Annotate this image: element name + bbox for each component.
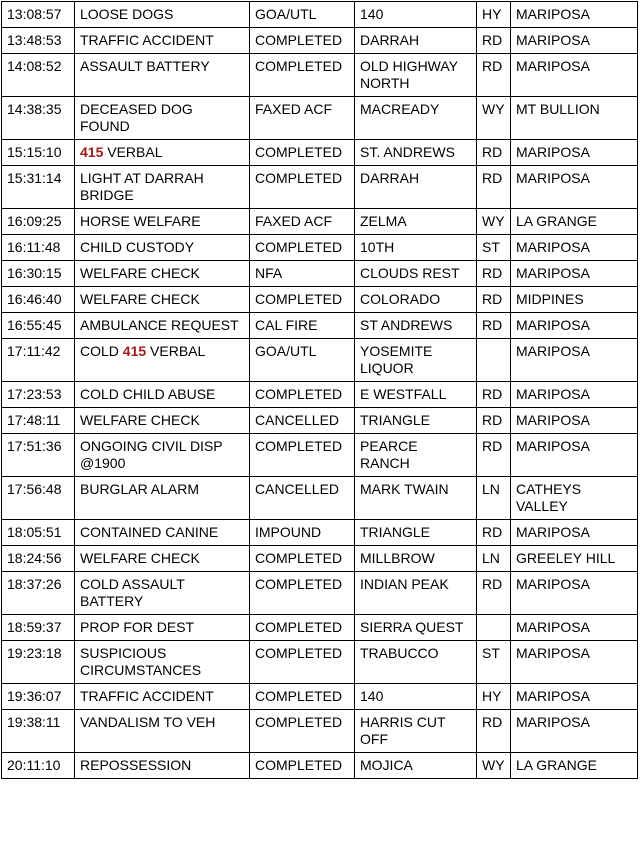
cell-street-suffix: RD [477, 28, 511, 54]
cell-street: CLOUDS REST [355, 261, 477, 287]
cell-disposition: FAXED ACF [250, 209, 355, 235]
cell-time: 17:11:42 [2, 339, 75, 382]
cell-time: 15:15:10 [2, 140, 75, 166]
cell-disposition: COMPLETED [250, 434, 355, 477]
call-type-text: BURGLAR ALARM [80, 481, 200, 497]
cell-time: 16:30:15 [2, 261, 75, 287]
cell-disposition: GOA/UTL [250, 2, 355, 28]
call-type-text: PROP FOR DEST [80, 619, 195, 635]
cell-street-suffix: RD [477, 710, 511, 753]
cell-street: YOSEMITE LIQUOR [355, 339, 477, 382]
cell-time: 16:11:48 [2, 235, 75, 261]
cell-disposition: GOA/UTL [250, 339, 355, 382]
cell-call-type [75, 339, 250, 382]
table-row [2, 684, 638, 710]
cell-street-suffix: RD [477, 572, 511, 615]
cell-street: E WESTFALL [355, 382, 477, 408]
cell-street: ST. ANDREWS [355, 140, 477, 166]
cell-time: 19:38:11 [2, 710, 75, 753]
table-row [2, 710, 638, 753]
cell-city: MARIPOSA [511, 140, 638, 166]
incident-log-body [2, 2, 638, 779]
cell-street: MACREADY [355, 97, 477, 140]
cell-street-suffix: WY [477, 97, 511, 140]
call-type-text: LOOSE DOGS [80, 6, 174, 22]
cell-disposition: COMPLETED [250, 140, 355, 166]
cell-call-type [75, 261, 250, 287]
cell-call-type [75, 235, 250, 261]
table-row [2, 546, 638, 572]
table-row [2, 434, 638, 477]
cell-call-type [75, 477, 250, 520]
cell-disposition: COMPLETED [250, 684, 355, 710]
cell-disposition: COMPLETED [250, 572, 355, 615]
cell-street-suffix: WY [477, 753, 511, 779]
call-type-text: VANDALISM TO VEH [80, 714, 216, 730]
cell-disposition: NFA [250, 261, 355, 287]
cell-time: 18:24:56 [2, 546, 75, 572]
cell-disposition: COMPLETED [250, 166, 355, 209]
call-type-text: COLD ASSAULT BATTERY [80, 576, 185, 609]
call-type-text: VERBAL [103, 144, 163, 160]
table-row [2, 313, 638, 339]
table-row [2, 209, 638, 235]
cell-city: MARIPOSA [511, 54, 638, 97]
table-row [2, 54, 638, 97]
cell-city: MARIPOSA [511, 28, 638, 54]
table-row [2, 753, 638, 779]
cell-city: GREELEY HILL [511, 546, 638, 572]
cell-time: 19:36:07 [2, 684, 75, 710]
call-type-text: WELFARE CHECK [80, 412, 200, 428]
cell-call-type [75, 641, 250, 684]
cell-city: MARIPOSA [511, 261, 638, 287]
cell-city: MARIPOSA [511, 408, 638, 434]
cell-street: DARRAH [355, 28, 477, 54]
cell-city: MARIPOSA [511, 235, 638, 261]
cell-call-type [75, 434, 250, 477]
cell-time: 13:48:53 [2, 28, 75, 54]
cell-street: 140 [355, 2, 477, 28]
cell-street: MOJICA [355, 753, 477, 779]
cell-street-suffix: RD [477, 54, 511, 97]
call-type-text: DECEASED DOG FOUND [80, 101, 193, 134]
cell-street: TRABUCCO [355, 641, 477, 684]
table-row [2, 477, 638, 520]
cell-city: MARIPOSA [511, 684, 638, 710]
call-type-text: SUSPICIOUS CIRCUMSTANCES [80, 645, 202, 678]
cell-city: MARIPOSA [511, 339, 638, 382]
call-type-text: CHILD CUSTODY [80, 239, 195, 255]
cell-city: CATHEYS VALLEY [511, 477, 638, 520]
cell-call-type [75, 520, 250, 546]
table-row [2, 572, 638, 615]
table-row [2, 641, 638, 684]
table-row [2, 408, 638, 434]
cell-street-suffix: RD [477, 140, 511, 166]
cell-street: HARRIS CUT OFF [355, 710, 477, 753]
cell-street: SIERRA QUEST [355, 615, 477, 641]
cell-street-suffix: RD [477, 166, 511, 209]
cell-city: MARIPOSA [511, 434, 638, 477]
cell-disposition: COMPLETED [250, 28, 355, 54]
table-row [2, 2, 638, 28]
cell-call-type [75, 753, 250, 779]
table-row [2, 140, 638, 166]
cell-time: 16:46:40 [2, 287, 75, 313]
cell-city: MARIPOSA [511, 641, 638, 684]
cell-call-type [75, 408, 250, 434]
cell-call-type [75, 97, 250, 140]
call-type-text: TRAFFIC ACCIDENT [80, 688, 214, 704]
cell-call-type [75, 209, 250, 235]
cell-street-suffix: HY [477, 684, 511, 710]
call-type-text: LIGHT AT DARRAH BRIDGE [80, 170, 204, 203]
cell-city: MIDPINES [511, 287, 638, 313]
cell-time: 16:55:45 [2, 313, 75, 339]
table-row [2, 382, 638, 408]
cell-disposition: COMPLETED [250, 54, 355, 97]
call-type-text: COLD CHILD ABUSE [80, 386, 216, 402]
cell-call-type [75, 710, 250, 753]
table-row [2, 520, 638, 546]
cell-time: 18:59:37 [2, 615, 75, 641]
cell-street: ST ANDREWS [355, 313, 477, 339]
cell-city: MARIPOSA [511, 520, 638, 546]
cell-street-suffix: LN [477, 546, 511, 572]
cell-city: MARIPOSA [511, 382, 638, 408]
cell-time: 17:51:36 [2, 434, 75, 477]
table-row [2, 97, 638, 140]
table-row [2, 261, 638, 287]
cell-city: LA GRANGE [511, 209, 638, 235]
cell-call-type [75, 166, 250, 209]
cell-street: COLORADO [355, 287, 477, 313]
cell-call-type [75, 313, 250, 339]
table-row [2, 235, 638, 261]
cell-call-type [75, 546, 250, 572]
call-type-text: COLD [80, 343, 123, 359]
table-row [2, 287, 638, 313]
call-type-text: ONGOING CIVIL DISP @1900 [80, 438, 223, 471]
cell-time: 14:08:52 [2, 54, 75, 97]
cell-disposition: COMPLETED [250, 235, 355, 261]
cell-street: DARRAH [355, 166, 477, 209]
cell-disposition: COMPLETED [250, 546, 355, 572]
cell-disposition: COMPLETED [250, 641, 355, 684]
cell-time: 14:38:35 [2, 97, 75, 140]
cell-disposition: CAL FIRE [250, 313, 355, 339]
cell-city: MT BULLION [511, 97, 638, 140]
cell-street-suffix: ST [477, 641, 511, 684]
cell-street-suffix: RD [477, 261, 511, 287]
cell-street: INDIAN PEAK [355, 572, 477, 615]
cell-street: TRIANGLE [355, 408, 477, 434]
cell-disposition: COMPLETED [250, 710, 355, 753]
cell-call-type [75, 572, 250, 615]
cell-street-suffix [477, 339, 511, 382]
cell-street: 10TH [355, 235, 477, 261]
cell-street-suffix: RD [477, 434, 511, 477]
cell-street-suffix: RD [477, 287, 511, 313]
cell-city: LA GRANGE [511, 753, 638, 779]
cell-call-type [75, 2, 250, 28]
cell-disposition: COMPLETED [250, 287, 355, 313]
cell-disposition: CANCELLED [250, 477, 355, 520]
cell-city: MARIPOSA [511, 615, 638, 641]
cell-time: 18:05:51 [2, 520, 75, 546]
code-415-highlight: 415 [80, 144, 104, 160]
table-row [2, 339, 638, 382]
cell-time: 17:56:48 [2, 477, 75, 520]
cell-street-suffix: RD [477, 520, 511, 546]
call-type-text: AMBULANCE REQUEST [80, 317, 239, 333]
cell-city: MARIPOSA [511, 313, 638, 339]
call-type-text: VERBAL [146, 343, 206, 359]
cell-time: 15:31:14 [2, 166, 75, 209]
cell-disposition: COMPLETED [250, 753, 355, 779]
cell-street-suffix: HY [477, 2, 511, 28]
cell-street: MARK TWAIN [355, 477, 477, 520]
table-row [2, 28, 638, 54]
cell-time: 18:37:26 [2, 572, 75, 615]
call-type-text: WELFARE CHECK [80, 265, 200, 281]
cell-disposition: FAXED ACF [250, 97, 355, 140]
call-type-text: ASSAULT BATTERY [80, 58, 210, 74]
code-415-highlight: 415 [122, 343, 147, 359]
call-type-text: HORSE WELFARE [80, 213, 201, 229]
cell-time: 17:23:53 [2, 382, 75, 408]
incident-log-table [1, 1, 638, 779]
cell-street: PEARCE RANCH [355, 434, 477, 477]
cell-city: MARIPOSA [511, 2, 638, 28]
table-row [2, 615, 638, 641]
cell-call-type [75, 615, 250, 641]
cell-disposition: COMPLETED [250, 615, 355, 641]
call-type-text: WELFARE CHECK [80, 550, 200, 566]
cell-street-suffix: LN [477, 477, 511, 520]
cell-disposition: COMPLETED [250, 382, 355, 408]
cell-call-type [75, 684, 250, 710]
cell-disposition: IMPOUND [250, 520, 355, 546]
table-row [2, 166, 638, 209]
call-type-text: TRAFFIC ACCIDENT [80, 32, 214, 48]
cell-city: MARIPOSA [511, 166, 638, 209]
call-type-text: REPOSSESSION [80, 757, 192, 773]
cell-call-type [75, 287, 250, 313]
cell-time: 19:23:18 [2, 641, 75, 684]
cell-time: 13:08:57 [2, 2, 75, 28]
cell-street: ZELMA [355, 209, 477, 235]
cell-street-suffix: RD [477, 313, 511, 339]
cell-call-type [75, 28, 250, 54]
cell-street-suffix: ST [477, 235, 511, 261]
cell-time: 16:09:25 [2, 209, 75, 235]
cell-street: 140 [355, 684, 477, 710]
cell-call-type [75, 54, 250, 97]
cell-street-suffix: RD [477, 408, 511, 434]
cell-street-suffix [477, 615, 511, 641]
cell-city: MARIPOSA [511, 710, 638, 753]
cell-street: MILLBROW [355, 546, 477, 572]
cell-time: 17:48:11 [2, 408, 75, 434]
cell-street-suffix: RD [477, 382, 511, 408]
cell-call-type [75, 140, 250, 166]
cell-time: 20:11:10 [2, 753, 75, 779]
call-type-text: CONTAINED CANINE [80, 524, 219, 540]
cell-street: TRIANGLE [355, 520, 477, 546]
call-type-text: WELFARE CHECK [80, 291, 200, 307]
cell-call-type [75, 382, 250, 408]
cell-street: OLD HIGHWAY NORTH [355, 54, 477, 97]
cell-street-suffix: WY [477, 209, 511, 235]
cell-disposition: CANCELLED [250, 408, 355, 434]
cell-city: MARIPOSA [511, 572, 638, 615]
